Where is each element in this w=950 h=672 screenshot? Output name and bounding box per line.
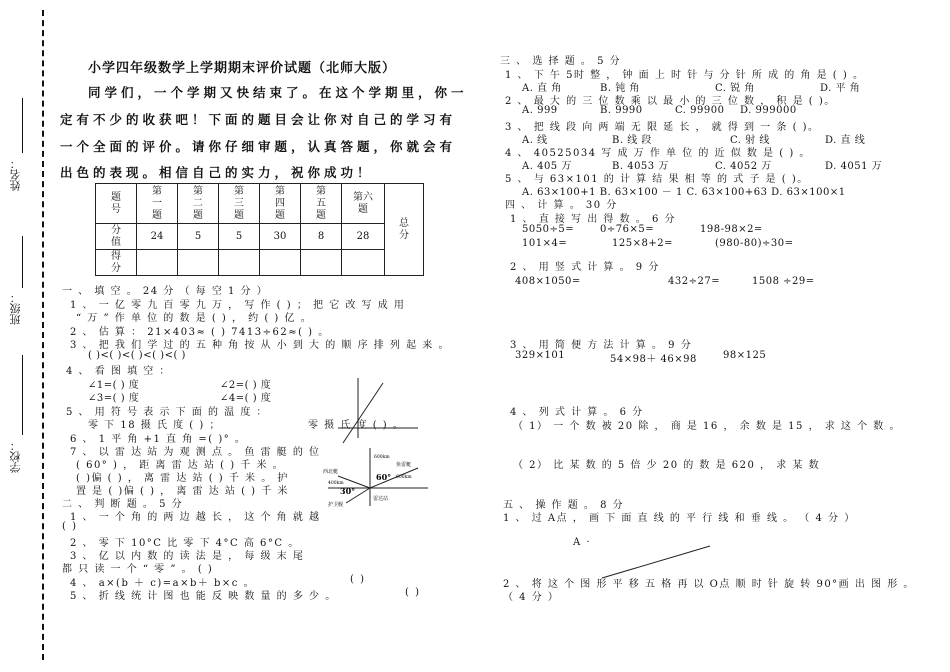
c-1-opt-d: D. 平 角 bbox=[820, 83, 861, 94]
q1-7-c: ( )偏 ( ) ， 离 雷 达 站 ( ) 千 米 。 护 bbox=[76, 473, 289, 484]
header-cell bbox=[301, 184, 342, 224]
c-3-opt-c: C. 射 线 bbox=[730, 135, 770, 146]
fig-label-nw: 西北艇 bbox=[323, 469, 339, 475]
c-2: 2 、 最 大 的 三 位 数 乘 以 最 小 的 三 位 数 ， 积 是 ( )。 bbox=[505, 96, 836, 107]
name-underline bbox=[22, 98, 23, 153]
k-1-r1-a: 5050÷5= bbox=[522, 224, 575, 235]
c-1-opt-b: B. 钝 角 bbox=[600, 83, 640, 94]
q1-5: 5 、 用 符 号 表 示 下 面 的 温 度 ： bbox=[66, 407, 269, 418]
k-3-c: 98×125 bbox=[723, 350, 767, 361]
c-3-opt-d: D. 直 线 bbox=[825, 135, 866, 146]
header-q4: 第四题 bbox=[275, 185, 285, 221]
header-q3: 第三题 bbox=[234, 185, 244, 221]
section-1-heading: 一 、 填 空 。 24 分 （ 每 空 1 分 ） bbox=[62, 286, 269, 297]
j-1: 1 、 一 个 角 的 两 边 越 长 ， 这 个 角 就 越 bbox=[70, 512, 321, 523]
k-1: 1 、 直 接 写 出 得 数 。 6 分 bbox=[510, 214, 677, 225]
header-q5: 第五题 bbox=[316, 185, 326, 221]
j-3: 3 、 亿 以 内 数 的 读 法 是 ， 每 级 末 尾 bbox=[70, 551, 305, 562]
score-blank[interactable] bbox=[219, 250, 260, 276]
k-1-r1-b: 0÷76×5= bbox=[600, 224, 655, 235]
header-total-label: 总分 bbox=[399, 217, 409, 241]
fig-label-60: 60° bbox=[376, 472, 392, 482]
header-cell bbox=[342, 184, 385, 224]
intro-line-4: 出色的表现。相信自己的实力，祝你成功！ bbox=[60, 165, 374, 180]
fig-label-dist2: 400km bbox=[328, 481, 344, 486]
k-3-b: 54×98＋ 46×98 bbox=[610, 354, 697, 365]
fig-label-radar: 雷达站 bbox=[373, 496, 389, 502]
score-label-cell bbox=[96, 250, 137, 276]
q1-7-b: ( 60° ) ， 距 离 雷 达 站 ( ) 千 米 。 bbox=[76, 460, 285, 471]
q1-3-blanks: ( )<( )<( )<( )<( ) bbox=[88, 350, 186, 361]
q1-1-line-a: 1 、 一 亿 零 九 百 零 九 万 ， 写 作 ( ) ； 把 它 改 写 成 用 bbox=[70, 300, 406, 311]
header-cell bbox=[178, 184, 219, 224]
j-2: 2 、 零 下 10°C 比 零 下 4°C 高 6°C 。 bbox=[70, 538, 300, 549]
score-blank[interactable] bbox=[301, 250, 342, 276]
c-2-opt-d: D. 999000 bbox=[740, 105, 797, 116]
k-3-a: 329×101 bbox=[515, 350, 566, 361]
school-underline bbox=[22, 355, 23, 435]
name-label: 姓名： bbox=[9, 158, 22, 191]
k-1-r2-a: 101×4= bbox=[522, 238, 568, 249]
q1-6: 6 、 1 平 角 +1 直 角 =( )° 。 bbox=[70, 434, 247, 445]
class-label: 班级： bbox=[9, 292, 22, 325]
header-cell bbox=[137, 184, 178, 224]
section-3-heading: 三 、 选 择 题 。 5 分 bbox=[500, 56, 622, 67]
value-cell: 5 bbox=[219, 224, 260, 250]
c-2-opt-a: A. 999 bbox=[522, 105, 558, 116]
q1-4: 4 、 看 图 填 空 ： bbox=[66, 366, 171, 377]
header-q2: 第二题 bbox=[193, 185, 203, 221]
q1-4-angle3: ∠3=( ) 度 bbox=[88, 393, 140, 404]
k-2: 2 、 用 竖 式 计 算 。 9 分 bbox=[510, 262, 660, 273]
header-qnum: 题号 bbox=[111, 191, 121, 215]
fig-label-dist3: 600km bbox=[374, 455, 390, 460]
q1-7-d: 置 是 ( )偏 ( ) ， 离 雷 达 站 ( ) 千 米 bbox=[76, 486, 289, 497]
cut-line bbox=[42, 10, 44, 660]
j-4-paren: ( ) bbox=[350, 574, 366, 585]
c-3: 3 、 把 线 段 向 两 端 无 限 延 长 ， 就 得 到 一 条 ( )。 bbox=[505, 122, 820, 133]
c-1-opt-c: C. 锐 角 bbox=[715, 83, 755, 94]
score-blank[interactable] bbox=[260, 250, 301, 276]
q1-4-angle1: ∠1=( ) 度 bbox=[88, 380, 140, 391]
c-3-opt-a: A. 线 bbox=[522, 135, 548, 146]
j-1-paren: ( ) bbox=[62, 521, 78, 532]
k-1-r2-b: 125×8+2= bbox=[612, 238, 673, 249]
c-4-opt-b: B. 4053 万 bbox=[612, 161, 669, 172]
c-2-opt-c: C. 99900 bbox=[675, 105, 725, 116]
k-4: 4 、 列 式 计 算 。 6 分 bbox=[510, 407, 644, 418]
c-4-opt-a: A. 405 万 bbox=[522, 161, 572, 172]
header-q6: 第六题 bbox=[353, 191, 373, 215]
q1-5-a: 零 下 18 摄 氏 度 ( ) ； bbox=[88, 420, 221, 431]
header-cell bbox=[260, 184, 301, 224]
header-cell bbox=[219, 184, 260, 224]
k-2-a: 408×1050= bbox=[515, 276, 581, 287]
o-2: 2 、 将 这 个 图 形 平 移 五 格 再 以 O点 顺 时 针 旋 转 90°画 出 图 形 。 bbox=[503, 579, 915, 590]
fig-label-escort: 护卫舰 bbox=[328, 502, 344, 508]
c-4: 4 、 40525034 写 成 万 作 单 位 的 近 似 数 是 ( ) 。 bbox=[505, 148, 811, 159]
k-4-a: （ 1） 一 个 数 被 20 除 ， 商 是 16 ， 余 数 是 15 ， 求 这 个 数 。 bbox=[513, 421, 901, 432]
j-4: 4 、 a×(b ＋ c)=a×b＋ b×c 。 bbox=[70, 578, 256, 589]
fig-label-torpedo: 鱼雷艇 bbox=[396, 462, 412, 468]
value-cell: 30 bbox=[260, 224, 301, 250]
o-2-b: （ 4 分 ） bbox=[503, 592, 560, 603]
fig-label-30: 30° bbox=[340, 486, 356, 496]
fig-label-dist1: 600km bbox=[396, 475, 412, 480]
exam-title: 小学四年级数学上学期期末评价试题（北师大版） bbox=[88, 61, 397, 76]
header-cell bbox=[96, 184, 137, 224]
angle-radar-figure bbox=[318, 378, 438, 508]
k-2-b: 432÷27= bbox=[668, 276, 721, 287]
j-3-b: 都 只 读 一 个 “ 零 ” 。 ( ) bbox=[62, 564, 214, 575]
q1-5-b: 零 摄 氏 度 ( ) 。 bbox=[308, 420, 405, 431]
school-label: 学校： bbox=[9, 440, 22, 473]
c-3-opt-b: B. 线 段 bbox=[612, 135, 652, 146]
c-2-opt-b: B. 9990 bbox=[600, 105, 643, 116]
class-underline bbox=[22, 236, 23, 288]
k-3: 3 、 用 简 便 方 法 计 算 。 9 分 bbox=[510, 340, 693, 351]
q1-1-line-b: “ 万 ” 作 单 位 的 数 是 ( ) ， 约 ( ) 亿 。 bbox=[76, 313, 313, 324]
intro-line-2: 定有不少的收获吧！下面的题目会让你对自己的学习有 bbox=[60, 112, 457, 127]
header-q1: 第一题 bbox=[152, 185, 162, 221]
c-1-opt-a: A. 直 角 bbox=[522, 83, 562, 94]
values-label: 分值 bbox=[111, 224, 121, 248]
q1-4-angle4: ∠4=( ) 度 bbox=[220, 393, 272, 404]
score-blank[interactable] bbox=[342, 250, 385, 276]
c-1: 1 、 下 午 5时 整 ， 钟 面 上 时 针 与 分 针 所 成 的 角 是 ( ) 。 bbox=[505, 70, 865, 81]
value-cell: 5 bbox=[178, 224, 219, 250]
value-cell: 28 bbox=[342, 224, 385, 250]
value-cell: 8 bbox=[301, 224, 342, 250]
point-a-label: A · bbox=[573, 537, 592, 548]
k-1-r1-c: 198-98×2= bbox=[700, 224, 763, 235]
slant-line bbox=[343, 383, 383, 443]
o-1: 1 、 过 A点 ， 画 下 面 直 线 的 平 行 线 和 垂 线 。 （ 4 分 ） bbox=[503, 513, 856, 524]
section-5-heading: 五 、 操 作 题 。 8 分 bbox=[503, 500, 625, 511]
header-total bbox=[385, 184, 424, 276]
score-blank[interactable] bbox=[178, 250, 219, 276]
c-4-opt-c: C. 4052 万 bbox=[715, 161, 772, 172]
k-1-r2-c: (980-80)÷30= bbox=[715, 238, 794, 249]
values-label-cell bbox=[96, 224, 137, 250]
j-5-paren: ( ) bbox=[405, 587, 421, 598]
c-5-options: A. 63×100+1 B. 63×100 － 1 C. 63×100+63 D. 63×100×1 bbox=[522, 187, 846, 198]
k-4-b: （ 2） 比 某 数 的 5 倍 少 20 的 数 是 620 ， 求 某 数 bbox=[513, 460, 821, 471]
j-5: 5 、 折 线 统 计 图 也 能 反 映 数 量 的 多 少 。 bbox=[70, 591, 337, 602]
q1-4-angle2: ∠2=( ) 度 bbox=[220, 380, 272, 391]
c-5: 5 、 与 63×101 的 计 算 结 果 相 等 的 式 子 是 ( )。 bbox=[505, 174, 809, 185]
q1-7-a: 7 、 以 雷 达 站 为 观 测 点 。 鱼 雷 艇 的 位 bbox=[70, 447, 321, 458]
score-label: 得分 bbox=[111, 250, 121, 274]
given-line-stroke bbox=[602, 546, 710, 578]
k-2-c: 1508 ÷29= bbox=[752, 276, 815, 287]
intro-line-3: 一个全面的评价。请你仔细审题，认真答题，你就会有 bbox=[60, 139, 457, 154]
score-blank[interactable] bbox=[137, 250, 178, 276]
score-table bbox=[95, 183, 424, 276]
section-2-heading: 二 、 判 断 题 。 5 分 bbox=[62, 499, 184, 510]
c-4-opt-d: D. 4051 万 bbox=[825, 161, 883, 172]
q1-2: 2 、 估 算 ： 21×403≈ ( ) 7413÷62≈( ) 。 bbox=[70, 327, 330, 338]
intro-line-1: 同学们，一个学期又快结束了。在这个学期里，你一 bbox=[88, 85, 468, 100]
q1-3: 3 、 把 我 们 学 过 的 五 种 角 按 从 小 到 大 的 顺 序 排 列 起 来 。 bbox=[70, 340, 450, 351]
value-cell: 24 bbox=[137, 224, 178, 250]
section-4-heading: 四 、 计 算 。 30 分 bbox=[505, 200, 618, 211]
